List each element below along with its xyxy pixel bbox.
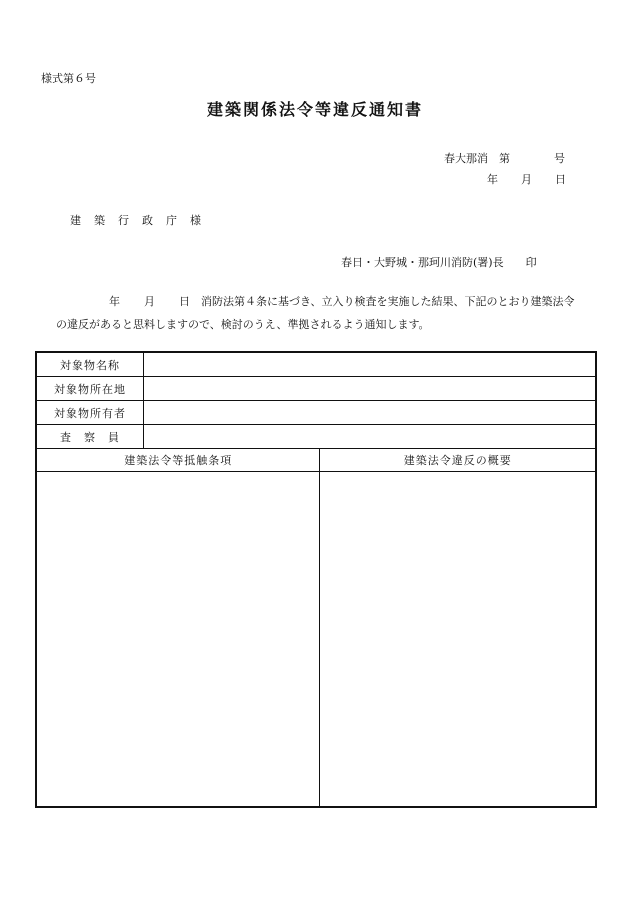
label-inspector: 査 察 員: [36, 425, 144, 449]
field-target-address[interactable]: [144, 377, 597, 401]
issue-date-month: 月: [521, 173, 532, 186]
violation-form-table: [35, 351, 597, 808]
issue-date: [487, 171, 566, 187]
body-line-1: [109, 293, 575, 309]
addressee-char: 築: [94, 214, 105, 227]
table-row: [36, 472, 596, 808]
header-violation-summary: 建築法令違反の概要: [320, 449, 596, 472]
label-target-address: 対象物所在地: [36, 377, 144, 401]
body-date-month: 月: [144, 295, 155, 308]
label-target-owner: 対象物所有者: [36, 401, 144, 425]
label-target-name: 対象物名称: [36, 352, 144, 377]
table-row: [36, 449, 596, 472]
form-number: 様式第６号: [41, 72, 96, 85]
body-text-1: 消防法第４条に基づき、立入り検査を実施した結果、下記のとおり建築法令: [201, 295, 575, 308]
table-row: [36, 352, 596, 377]
addressee: [70, 212, 214, 228]
document-number-prefix: 春大那消: [444, 152, 488, 165]
document-number-dai: 第: [499, 152, 510, 165]
field-target-owner[interactable]: [144, 401, 597, 425]
document-title: 建築関係法令等違反通知書: [206, 100, 423, 119]
body-date-year: 年: [109, 295, 120, 308]
addressee-char: 建: [70, 214, 81, 227]
field-target-name[interactable]: [144, 352, 597, 377]
field-violated-clauses[interactable]: [36, 472, 320, 808]
table-row: [36, 425, 596, 449]
body-line-2: の違反があると思料しますので、検討のうえ、準拠されるよう通知します。: [56, 318, 430, 331]
header-violated-clauses: 建築法令等抵触条項: [36, 449, 320, 472]
table-row: [36, 377, 596, 401]
field-violation-summary[interactable]: [320, 472, 596, 808]
addressee-char: 政: [142, 214, 153, 227]
addressee-char: 様: [190, 214, 201, 227]
body-date-day: 日: [179, 295, 190, 308]
sender-line: 春日・大野城・那珂川消防(署)長 印: [341, 256, 537, 269]
addressee-char: 庁: [166, 214, 177, 227]
issue-date-day: 日: [555, 173, 566, 186]
document-number-go: 号: [554, 152, 565, 165]
field-inspector[interactable]: [144, 425, 597, 449]
addressee-char: 行: [118, 214, 129, 227]
issue-date-year: 年: [487, 173, 498, 186]
table-row: [36, 401, 596, 425]
document-number: [444, 150, 565, 166]
